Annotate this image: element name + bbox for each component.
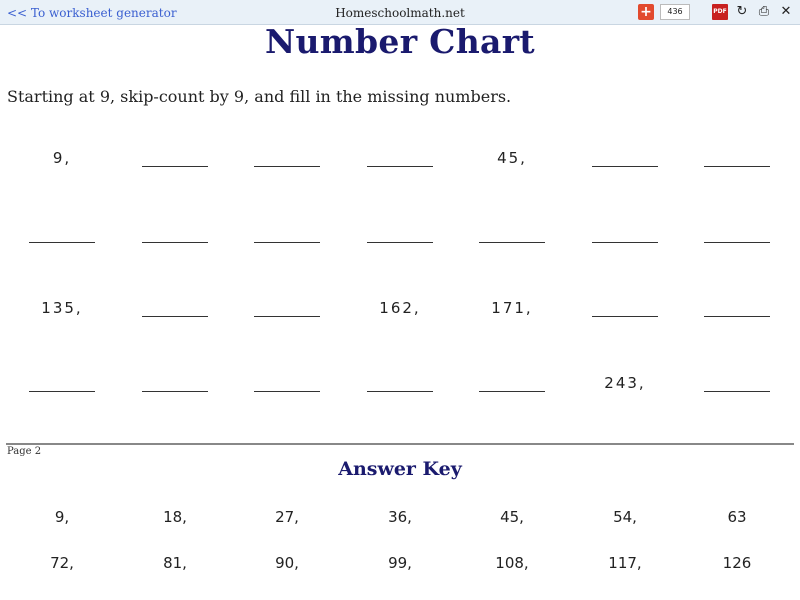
given-number: 243, bbox=[604, 374, 646, 392]
answer-blank[interactable] bbox=[592, 242, 658, 243]
answer-key-number: 45, bbox=[500, 508, 524, 526]
answer-key-number: 126 bbox=[722, 554, 752, 572]
answer-key-number: 99, bbox=[388, 554, 412, 572]
answer-blank[interactable] bbox=[142, 242, 208, 243]
close-icon[interactable]: ✕ bbox=[780, 4, 792, 19]
given-number: 171, bbox=[491, 299, 533, 317]
toolbar-actions bbox=[638, 3, 794, 21]
answer-blank[interactable] bbox=[254, 242, 320, 243]
page-label: Page 2 bbox=[7, 446, 42, 457]
answer-blank[interactable] bbox=[29, 391, 95, 392]
answer-blank[interactable] bbox=[592, 316, 658, 317]
answer-key-number: 81, bbox=[163, 554, 187, 572]
answer-blank[interactable] bbox=[592, 166, 658, 167]
answer-key-number: 72, bbox=[50, 554, 74, 572]
answer-key-number: 27, bbox=[275, 508, 299, 526]
site-name: Homeschoolmath.net bbox=[335, 6, 465, 20]
answer-blank[interactable] bbox=[142, 166, 208, 167]
given-number: 45, bbox=[497, 149, 527, 167]
page-divider bbox=[6, 443, 794, 445]
answer-key-number: 108, bbox=[495, 554, 529, 572]
answer-blank[interactable] bbox=[367, 166, 433, 167]
answer-key-number: 36, bbox=[388, 508, 412, 526]
answer-blank[interactable] bbox=[479, 242, 545, 243]
count-badge: 436 bbox=[660, 4, 690, 20]
answer-blank[interactable] bbox=[254, 166, 320, 167]
answer-blank[interactable] bbox=[704, 391, 770, 392]
answer-blank[interactable] bbox=[29, 242, 95, 243]
given-number: 135, bbox=[41, 299, 83, 317]
back-to-generator-link[interactable]: << To worksheet generator bbox=[7, 6, 177, 20]
answer-blank[interactable] bbox=[479, 391, 545, 392]
page-title: Number Chart bbox=[265, 22, 535, 61]
print-icon[interactable]: ⎙ bbox=[758, 4, 770, 19]
answer-blank[interactable] bbox=[704, 242, 770, 243]
answer-key-number: 54, bbox=[613, 508, 637, 526]
answer-blank[interactable] bbox=[704, 316, 770, 317]
answer-key-number: 63 bbox=[727, 508, 747, 526]
answer-key-number: 90, bbox=[275, 554, 299, 572]
answer-blank[interactable] bbox=[704, 166, 770, 167]
answer-blank[interactable] bbox=[142, 316, 208, 317]
answer-blank[interactable] bbox=[254, 316, 320, 317]
answer-key-title: Answer Key bbox=[338, 458, 462, 480]
answer-blank[interactable] bbox=[142, 391, 208, 392]
answer-key-number: 9, bbox=[54, 508, 70, 526]
answer-blank[interactable] bbox=[254, 391, 320, 392]
answer-key-number: 117, bbox=[608, 554, 642, 572]
given-number: 9, bbox=[52, 149, 72, 167]
answer-blank[interactable] bbox=[367, 242, 433, 243]
pdf-icon[interactable]: PDF bbox=[712, 4, 728, 20]
instructions: Starting at 9, skip-count by 9, and fill in the missing numbers. bbox=[7, 87, 512, 106]
plus-icon[interactable]: + bbox=[638, 4, 654, 20]
answer-key-number: 18, bbox=[163, 508, 187, 526]
answer-blank[interactable] bbox=[367, 391, 433, 392]
refresh-icon[interactable]: ↻ bbox=[736, 4, 748, 19]
given-number: 162, bbox=[379, 299, 421, 317]
